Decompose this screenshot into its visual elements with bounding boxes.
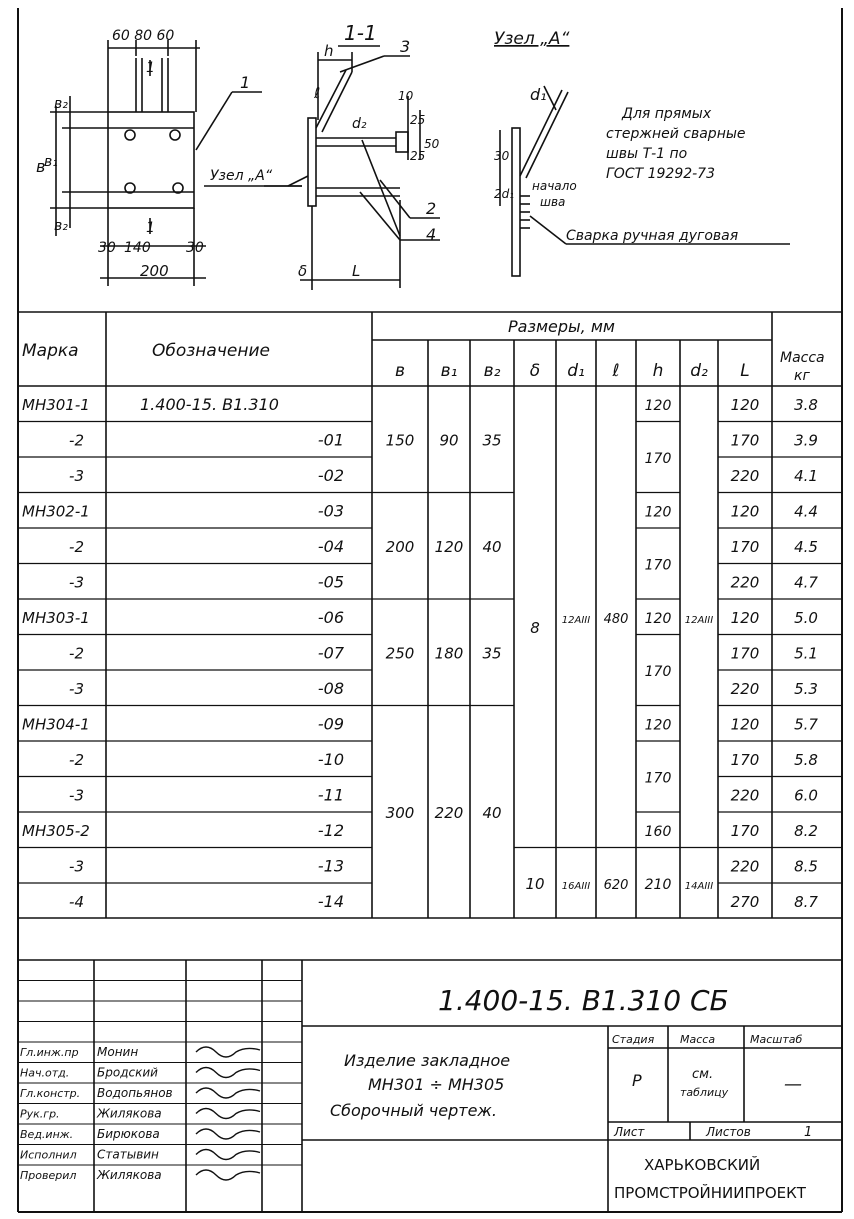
dim-2d1: 2d₁: [494, 187, 515, 201]
node-ref: Узел „А“: [210, 168, 273, 184]
group-b2-1: 40: [482, 537, 502, 556]
row-mark-14: -4: [69, 893, 84, 911]
row-mark-3: МН302-1: [22, 502, 90, 521]
dim-50: 50: [424, 137, 440, 151]
group-b1-3: 220: [434, 804, 464, 822]
col-mass-line-2: кг: [794, 368, 810, 384]
row-L-8: 220: [730, 680, 760, 698]
dim-l: ℓ: [314, 84, 321, 102]
sub-col-6: h: [652, 361, 664, 381]
row-mark-0: МН301-1: [22, 396, 90, 414]
dim-b: в: [36, 157, 46, 176]
row-mark-13: -3: [69, 857, 84, 876]
h-value-7: 170: [644, 770, 672, 787]
group-b1-2: 180: [434, 644, 464, 663]
h-value-2: 120: [644, 504, 672, 521]
weld-note-line-3: швы Т-1 по: [606, 146, 688, 162]
weld-type: Сварка ручная дуговая: [566, 228, 739, 244]
section-cut-bottom: 1: [146, 220, 155, 236]
row-designation-0: 1.400-15. В1.310: [140, 395, 279, 414]
sub-col-8: L: [740, 361, 750, 381]
scale-label: Масштаб: [750, 1033, 803, 1046]
dim-d2: d₂: [352, 116, 367, 132]
row-mark-1: -2: [69, 431, 84, 450]
row-designation-6: -06: [317, 608, 344, 627]
mass-value-line-1: см.: [692, 1067, 714, 1082]
col-sizes: Размеры, мм: [508, 317, 615, 336]
staff-signature-5: [196, 1150, 260, 1160]
row-mass-0: 3.8: [794, 396, 818, 414]
row-mass-14: 8.7: [794, 893, 818, 911]
delta-last: 10: [525, 875, 545, 893]
plan-dim-30-right: 30: [186, 240, 204, 256]
group-b1-0: 90: [439, 431, 459, 450]
dim-10: 10: [398, 89, 414, 103]
row-mass-2: 4.1: [794, 467, 818, 485]
staff-role-5: Исполнил: [20, 1148, 77, 1162]
row-designation-8: -08: [317, 679, 344, 698]
row-mark-9: МН304-1: [22, 715, 90, 734]
row-designation-4: -04: [317, 537, 344, 556]
staff-name-4: Бирюкова: [97, 1127, 160, 1141]
row-designation-9: -09: [317, 714, 344, 734]
staff-signature-4: [196, 1129, 260, 1139]
staff-signature-0: [196, 1047, 260, 1057]
row-designation-2: -02: [317, 466, 344, 485]
row-mass-4: 4.5: [794, 538, 818, 556]
sheet-label: Лист: [614, 1125, 645, 1139]
staff-role-6: Проверил: [20, 1169, 77, 1182]
group-b-0: 150: [385, 431, 415, 450]
row-mass-1: 3.9: [794, 431, 818, 450]
weld-note-line-1: Для прямых: [622, 106, 712, 122]
sheets-label: Листов: [706, 1125, 751, 1139]
sub-col-0: в: [394, 361, 406, 381]
sub-col-5: ℓ: [612, 361, 620, 381]
name-line-1: Изделие закладное: [344, 1051, 511, 1070]
section-label: 1-1: [344, 21, 377, 45]
group-b1-1: 120: [434, 537, 464, 556]
staff-signature-3: [196, 1109, 260, 1119]
row-mark-10: -2: [69, 751, 84, 769]
row-designation-7: -07: [317, 643, 344, 663]
sub-col-7: d₂: [690, 361, 708, 381]
row-mass-8: 5.3: [794, 680, 818, 698]
row-designation-13: -13: [317, 856, 344, 876]
group-b2-2: 35: [482, 644, 502, 663]
org-line-2: ПРОМСТРОЙНИИПРОЕКТ: [614, 1184, 806, 1202]
sub-col-1: в₁: [440, 361, 458, 381]
row-designation-10: -10: [317, 750, 344, 769]
row-L-3: 120: [730, 502, 760, 521]
weld-start-line-1: начало: [532, 179, 577, 193]
sub-col-3: δ: [529, 361, 541, 381]
staff-role-0: Гл.инж.пр: [20, 1046, 79, 1059]
staff-signature-1: [196, 1068, 260, 1078]
row-mark-6: МН303-1: [22, 609, 90, 627]
staff-role-2: Гл.констр.: [20, 1087, 81, 1100]
row-L-13: 220: [730, 857, 760, 876]
row-mass-11: 6.0: [794, 786, 818, 805]
callout-1: 1: [240, 73, 251, 92]
col-mark: Марка: [22, 341, 79, 361]
staff-role-4: Вед.инж.: [20, 1128, 74, 1141]
row-mark-11: -3: [69, 786, 84, 805]
dim-25b: 25: [410, 149, 426, 163]
d1-main: 12АIII: [561, 614, 591, 626]
col-mass-line-1: Масса: [780, 350, 825, 366]
row-designation-11: -11: [317, 785, 344, 805]
row-mass-13: 8.5: [794, 857, 818, 876]
staff-signature-2: [196, 1088, 260, 1098]
plan-dim-140: 140: [124, 240, 151, 256]
row-L-5: 220: [730, 573, 760, 592]
row-mark-5: -3: [69, 573, 84, 592]
name-line-3: Сборочный чертеж.: [330, 1101, 497, 1120]
dim-delta: δ: [298, 262, 308, 280]
dim-b1: в₁: [44, 154, 58, 170]
mass-value-line-2: таблицу: [680, 1086, 729, 1099]
row-designation-5: -05: [317, 572, 344, 592]
dim-b2-top: в₂: [54, 96, 68, 112]
delta-main: 8: [530, 618, 540, 637]
weld-note-line-2: стержней сварные: [606, 126, 746, 142]
h-value-8: 160: [644, 823, 672, 840]
row-mass-3: 4.4: [794, 502, 818, 521]
group-b2-3: 40: [482, 804, 502, 822]
dim-b2-bottom: в₂: [54, 218, 68, 234]
mass-label: Масса: [680, 1033, 716, 1046]
row-L-6: 120: [730, 609, 760, 627]
section-cut-top: 1: [146, 60, 155, 76]
h-value-1: 170: [644, 451, 672, 467]
plan-dims-top: 60 80 60: [112, 28, 175, 44]
row-L-11: 220: [730, 786, 760, 805]
scale-value: —: [784, 1074, 802, 1095]
h-value-0: 120: [644, 397, 672, 414]
plan-view: [50, 40, 302, 286]
staff-signature-6: [196, 1170, 260, 1180]
group-b-2: 250: [385, 644, 415, 663]
staff-name-6: Жилякова: [97, 1168, 162, 1182]
d2-last: 14АIII: [684, 881, 714, 892]
section-view: [288, 52, 440, 290]
h-value-5: 170: [644, 664, 672, 680]
d2-main: 12АIII: [684, 614, 714, 626]
row-L-4: 170: [730, 538, 760, 556]
staff-name-1: Бродский: [97, 1065, 158, 1080]
dim-h: h: [324, 42, 334, 60]
callout-4: 4: [426, 225, 437, 244]
row-L-7: 170: [730, 644, 760, 663]
row-L-1: 170: [730, 431, 760, 450]
stage-label: Стадия: [612, 1033, 655, 1046]
stage-value: Р: [632, 1071, 642, 1090]
staff-name-0: Монин: [97, 1045, 139, 1059]
group-b-1: 200: [385, 537, 415, 556]
staff-name-5: Статывин: [97, 1147, 159, 1162]
group-b-3: 300: [385, 804, 415, 822]
row-mass-9: 5.7: [794, 715, 818, 734]
dim-25a: 25: [410, 113, 426, 127]
h-value-4: 120: [644, 610, 672, 627]
row-mass-6: 5.0: [794, 609, 818, 627]
plan-dim-total: 200: [140, 262, 169, 280]
row-mark-7: -2: [69, 644, 84, 663]
callout-2: 2: [426, 199, 437, 218]
drawing-code: 1.400-15. В1.310 СБ: [438, 984, 729, 1017]
org-line-1: ХАРЬКОВСКИЙ: [644, 1156, 761, 1174]
sub-col-4: d₁: [567, 361, 585, 381]
staff-name-2: Водопьянов: [97, 1086, 173, 1100]
row-mass-5: 4.7: [794, 573, 818, 592]
row-L-0: 120: [730, 396, 760, 414]
row-mass-7: 5.1: [794, 644, 818, 663]
dim-L: L: [352, 262, 361, 280]
row-L-9: 120: [730, 715, 760, 734]
sheets-value: 1: [804, 1125, 813, 1140]
d1-last: 16АIII: [561, 881, 591, 892]
weld-note-line-4: ГОСТ 19292-73: [606, 166, 715, 182]
plan-dim-30-left: 30: [98, 240, 116, 256]
col-designation: Обозначение: [152, 341, 270, 361]
staff-role-1: Нач.отд.: [20, 1066, 70, 1080]
group-b2-0: 35: [482, 431, 502, 450]
h-value-9: 210: [644, 877, 672, 893]
h-value-3: 170: [644, 557, 672, 574]
row-mass-10: 5.8: [794, 751, 818, 769]
row-L-10: 170: [730, 751, 760, 769]
row-mass-12: 8.2: [794, 822, 818, 840]
row-L-2: 220: [730, 467, 760, 485]
l-main: 480: [603, 611, 629, 627]
row-mark-4: -2: [69, 538, 84, 556]
row-designation-12: -12: [317, 821, 344, 840]
row-designation-1: -01: [317, 430, 344, 450]
callout-3: 3: [400, 37, 411, 56]
dim-d1: d₁: [530, 85, 547, 104]
row-mark-8: -3: [69, 680, 84, 698]
staff-name-3: Жилякова: [97, 1106, 162, 1121]
row-L-14: 270: [730, 893, 760, 911]
row-L-12: 170: [730, 822, 760, 840]
staff-role-3: Рук.гр.: [20, 1107, 60, 1121]
node-label: Узел „А“: [494, 29, 570, 49]
name-line-2: МН301 ÷ МН305: [368, 1075, 505, 1094]
row-designation-3: -03: [317, 501, 344, 521]
row-designation-14: -14: [317, 892, 344, 911]
sub-col-2: в₂: [483, 361, 501, 381]
l-last: 620: [603, 878, 629, 893]
dim-30: 30: [494, 149, 510, 163]
h-value-6: 120: [644, 717, 672, 734]
row-mark-12: МН305-2: [22, 822, 90, 840]
row-mark-2: -3: [69, 467, 84, 485]
weld-start-line-2: шва: [540, 195, 566, 209]
